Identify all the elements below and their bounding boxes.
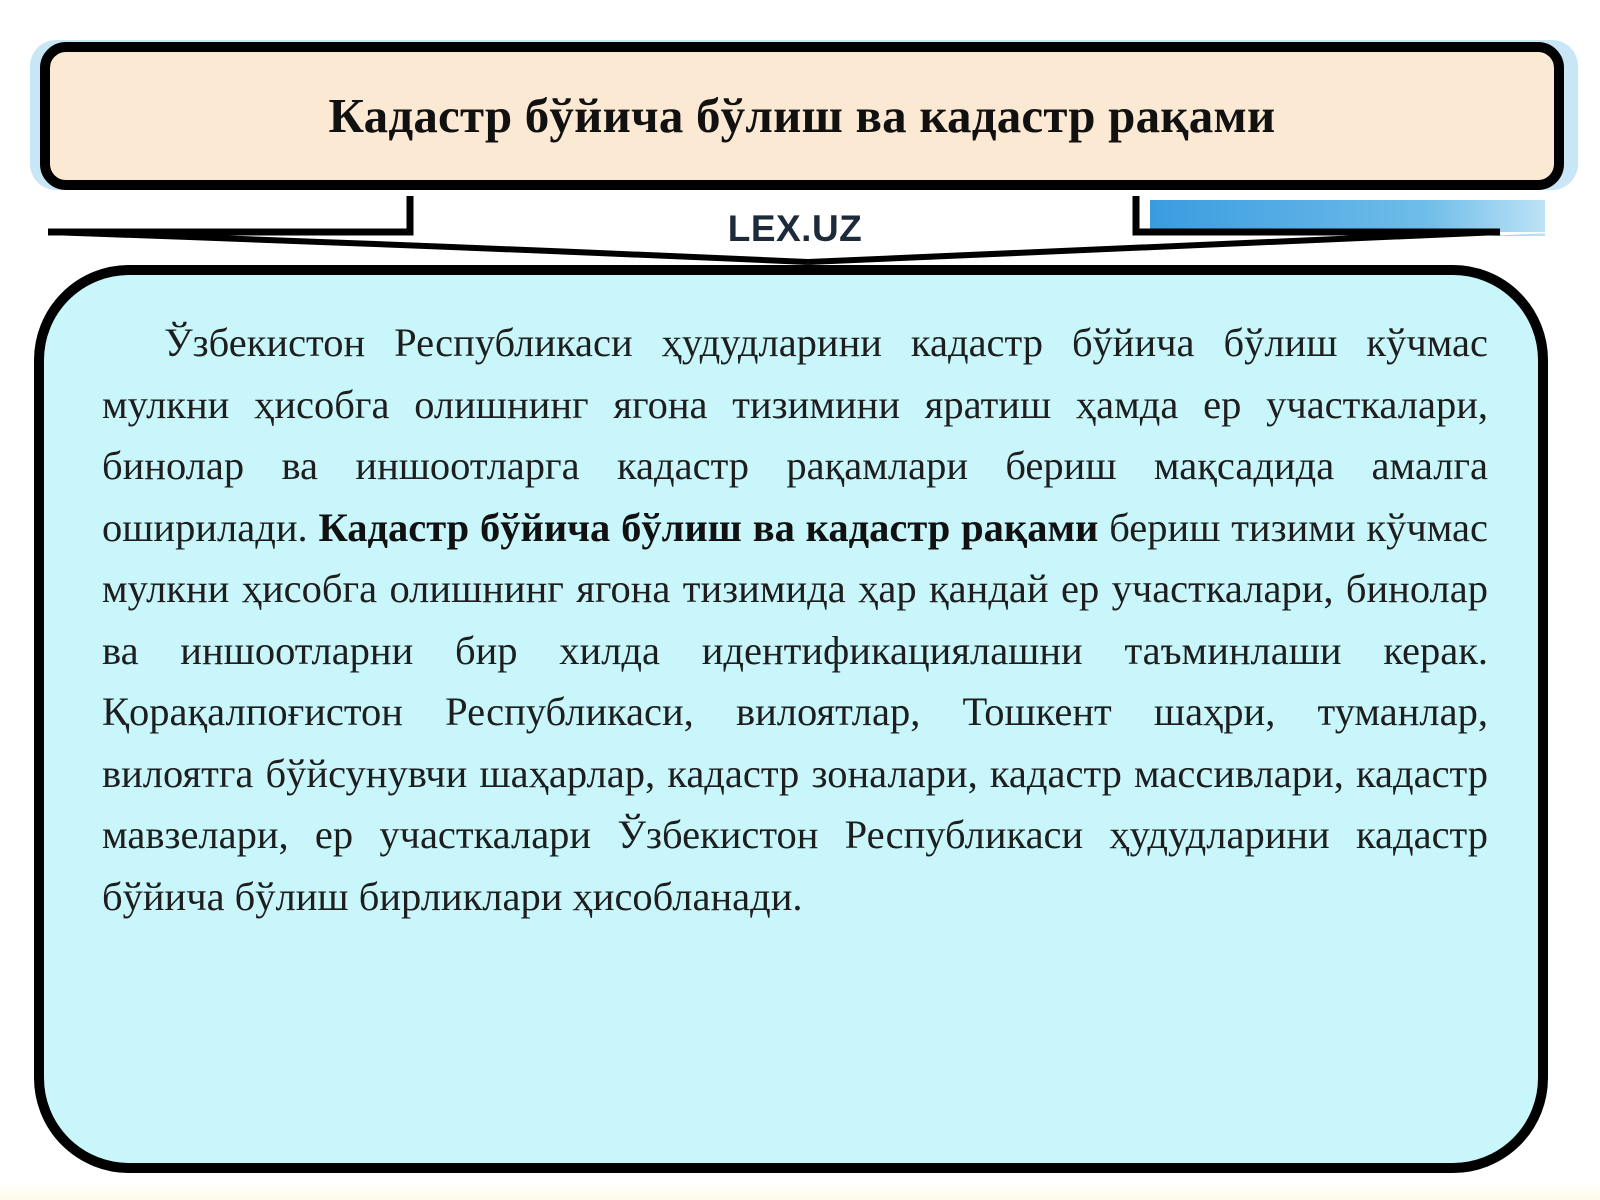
watermark-label: LEX.UZ [727,208,863,249]
page-bottom-tint [0,1182,1600,1200]
page-title: Кадастр бўйича бўлиш ва кадастр рақами [328,87,1276,143]
header-banner [40,42,1564,190]
body-paragraph [102,312,1488,927]
paragraph-rest: бериш тизими кўчмас мулкни ҳисобга олишнинг ягона тизимида ҳар қандай ер участкалари, бинолар ва иншоотларни бир хилда идентификациялашни таъминлаши керак. Қорақалпоғистон Республикаси, вилоятлар, Тошкент шаҳри, туманлар, вилоятга бўйсунувчи шаҳарлар, кадастр зоналари, кадастр массивлари, кадастр мавзелари, ер участкалари Ўзбекистон Республикаси ҳудудларини кадастр бўйича бўлиш бирликлари ҳисобланади. [102,504,1489,919]
paragraph-intro: Ўзбекистон Республикаси ҳудудларини кадастр бўйича бўлиш кўчмас мулкни ҳисобга олишнинг ягона тизимини яратиш ҳамда ер участкалари, бинолар ва иншоотларга кадастр рақамлари бериш мақсадида амалга оширилади. [102,320,1488,550]
bold-term: Кадастр бўйича бўлиш ва кадастр рақами [318,504,1099,550]
